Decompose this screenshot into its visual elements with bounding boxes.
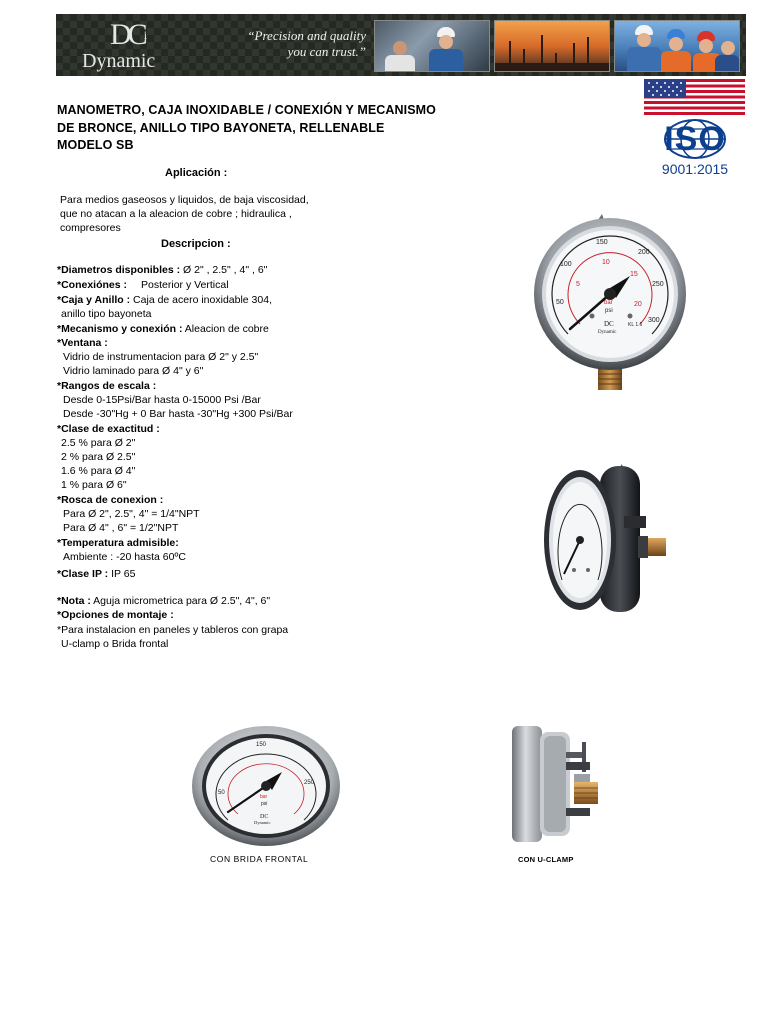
spec-caja: *Caja y Anillo : Caja de acero inoxidable 304,	[57, 294, 272, 306]
psi-unit: psi	[605, 308, 613, 314]
spec-montaje-line2: U-clamp o Brida frontal	[61, 638, 169, 650]
iso-certification-badge	[646, 117, 744, 179]
description-heading: Descripcion :	[161, 238, 231, 250]
psi-tick-label: 200	[638, 249, 650, 256]
psi-tick-label: 300	[648, 317, 660, 324]
gauge-brand-mark: DC	[260, 814, 269, 820]
spec-clase-line2: 2 % para Ø 2.5"	[61, 451, 136, 463]
bar-unit: bar	[260, 794, 268, 800]
psi-tick-label: 250	[304, 780, 315, 786]
spec-clase-line3: 1.6 % para Ø 4"	[61, 465, 136, 477]
spec-ventana-line1: Vidrio de instrumentacion para Ø 2" y 2.5"	[63, 351, 259, 363]
bar-unit: bar	[604, 300, 613, 306]
iso-word: ISO	[664, 120, 726, 158]
spec-caja-detail: anillo tipo bayoneta	[61, 308, 152, 320]
company-logo	[74, 20, 200, 72]
spec-rosca: *Rosca de conexion :	[57, 494, 164, 506]
header-banner	[56, 14, 746, 76]
bar-tick-label: 20	[634, 301, 642, 308]
spec-nota: *Nota : Aguja micrometrica para Ø 2.5", 4", 6"	[57, 595, 271, 607]
banner-photo-engineers	[614, 20, 740, 72]
psi-tick-label: 150	[256, 742, 267, 748]
us-flag-icon	[644, 79, 745, 115]
spec-ventana: *Ventana :	[57, 337, 108, 349]
gauge-class-label: KL 1.6	[628, 322, 643, 328]
gauge-side-view-image	[540, 462, 685, 617]
spec-rangos-line1: Desde 0-15Psi/Bar hasta 0-15000 Psi /Bar	[63, 394, 261, 406]
spec-montaje-line1: *Para instalacion en paneles y tableros con grapa	[57, 624, 289, 636]
spec-diametros: *Diametros disponibles : Ø 2" , 2.5" , 4" , 6"	[57, 264, 268, 276]
caption-brida-frontal: CON BRIDA FRONTAL	[210, 854, 309, 864]
spec-rosca-line1: Para Ø 2", 2.5", 4" = 1/4"NPT	[63, 508, 200, 520]
application-text: Para medios gaseosos y liquidos, de baja viscosidad, que no atacan a la aleacion de cobre ; hidraulica , compresores	[60, 194, 309, 234]
gauge-front-view-image	[530, 214, 690, 394]
logo-mark: DCi	[110, 18, 148, 51]
psi-tick-label: 150	[596, 239, 608, 246]
spec-clase-line1: 2.5 % para Ø 2"	[61, 437, 136, 449]
gauge-brand-word: Dynamic	[254, 820, 271, 825]
banner-photo-workers	[374, 20, 490, 72]
spec-conexiones: *Conexiónes : Posterior y Vertical	[57, 279, 229, 291]
iso-number: 9001:2015	[661, 161, 729, 177]
spec-mecanismo: *Mecanismo y conexión : Aleacion de cobre	[57, 323, 269, 335]
gauge-brand-word: Dynamic	[598, 330, 617, 335]
banner-photo-refinery	[494, 20, 610, 72]
psi-tick-label: 50	[556, 299, 564, 306]
psi-tick-label: 50	[218, 790, 225, 796]
gauge-front-flange-image	[190, 724, 342, 848]
spec-rangos-line2: Desde -30"Hg + 0 Bar hasta -30"Hg +300 Psi/Bar	[63, 408, 293, 420]
spec-temperatura: *Temperatura admisible:	[57, 537, 179, 549]
psi-unit: psi	[261, 801, 268, 807]
spec-rangos: *Rangos de escala :	[57, 380, 157, 392]
spec-clase: *Clase de exactitud :	[57, 423, 160, 435]
spec-montaje: *Opciones de montaje :	[57, 609, 174, 621]
spec-clase-line4: 1 % para Ø 6"	[61, 479, 127, 491]
caption-u-clamp: CON U-CLAMP	[518, 855, 574, 864]
psi-tick-label: 250	[652, 281, 664, 288]
psi-tick-label: 100	[560, 261, 572, 268]
bar-tick-label: 5	[576, 281, 580, 288]
product-title: MANOMETRO, CAJA INOXIDABLE / CONEXIÓN Y MECANISMO DE BRONCE, ANILLO TIPO BAYONETA, RELLENABLE MODELO SB	[57, 103, 437, 152]
gauge-uclamp-image	[504, 722, 614, 844]
logo-word: Dynamic	[82, 50, 156, 72]
bar-tick-label: 15	[630, 271, 638, 278]
spec-clase-ip: *Clase IP : IP 65	[57, 568, 136, 580]
tagline: “Precision and quality you can trust.”	[247, 28, 366, 59]
spec-temperatura-value: Ambiente : -20 hasta 60ºC	[63, 551, 186, 563]
application-heading: Aplicación :	[165, 167, 228, 179]
spec-ventana-line2: Vidrio laminado para Ø 4" y 6"	[63, 365, 204, 377]
spec-rosca-line2: Para Ø 4" , 6" = 1/2"NPT	[63, 522, 179, 534]
gauge-brand-mark: DC	[604, 320, 614, 328]
bar-tick-label: 10	[602, 259, 610, 266]
